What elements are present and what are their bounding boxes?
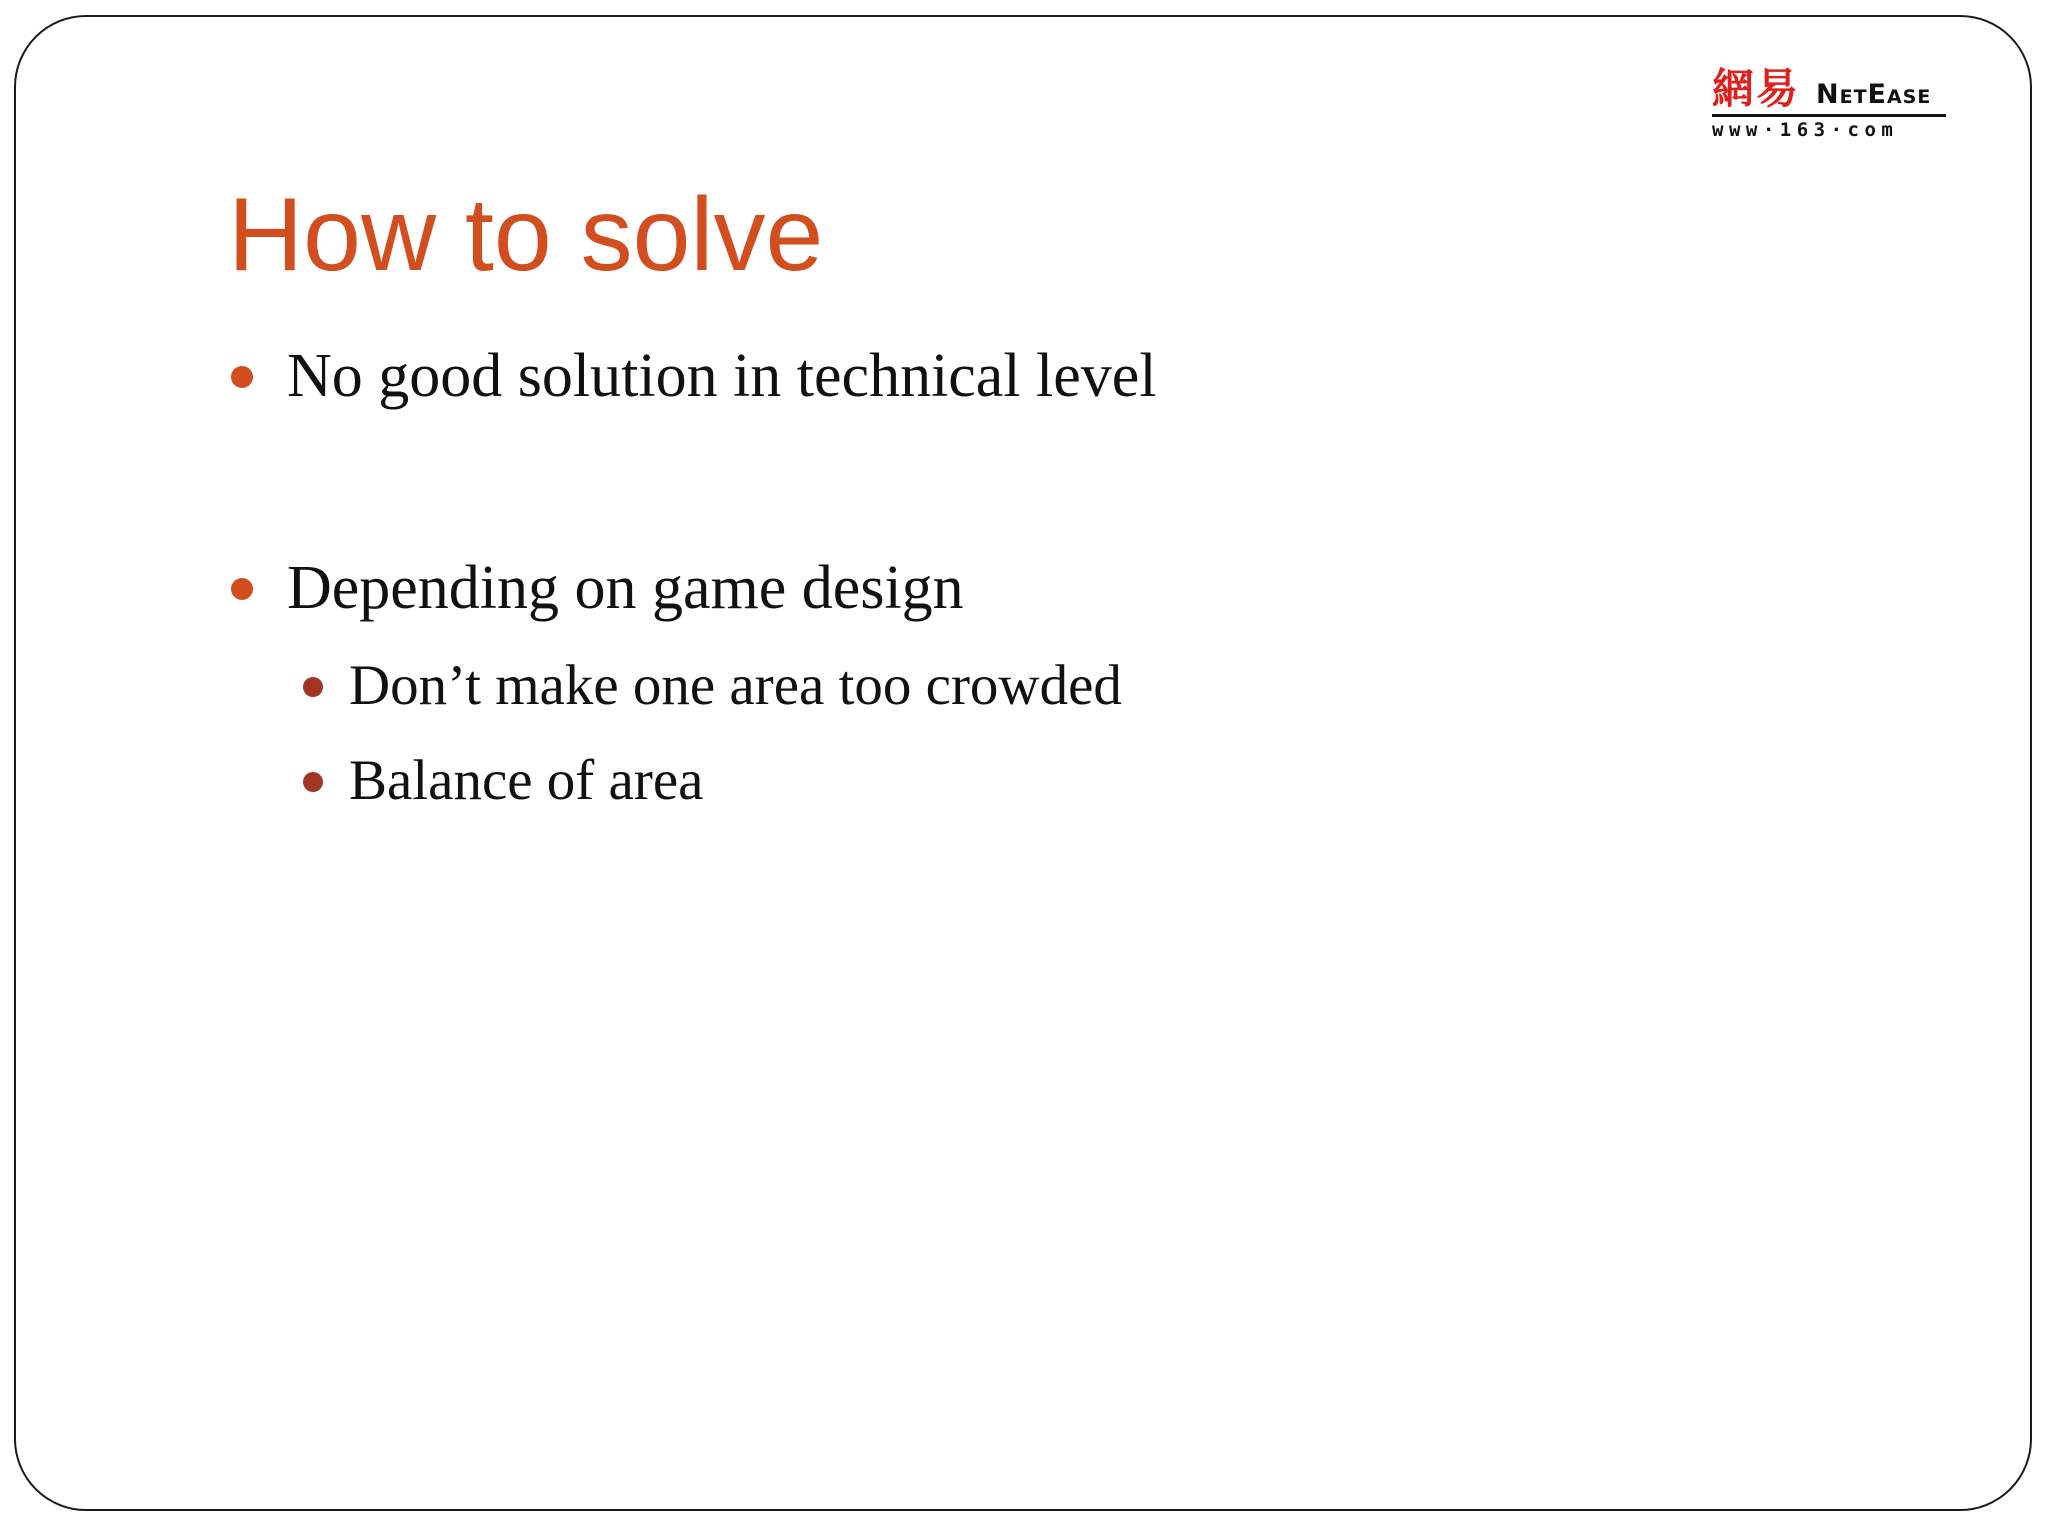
bullet-text: Depending on game design — [287, 554, 964, 622]
sub-bullet-dot — [303, 677, 323, 697]
netease-logo — [1710, 64, 1950, 144]
sub-bullet-item — [349, 744, 703, 818]
sub-bullet-item — [349, 649, 1122, 723]
sub-bullet-text: Don’t make one area too crowded — [349, 654, 1122, 717]
sub-bullet-dot — [303, 772, 323, 792]
bullet-item — [287, 336, 1157, 416]
bullet-item — [287, 548, 964, 628]
bullet-dot — [231, 366, 253, 388]
bullet-dot — [231, 578, 253, 600]
logo-url-text: www·163·com — [1712, 119, 1899, 141]
sub-bullet-text: Balance of area — [349, 749, 704, 812]
slide-title: How to solve — [228, 177, 824, 293]
bullet-text: No good solution in technical level — [287, 342, 1157, 410]
logo-english-text: NetEase — [1816, 79, 1932, 110]
logo-chinese-text: 網易 — [1712, 64, 1801, 113]
logo-divider — [1712, 114, 1946, 117]
